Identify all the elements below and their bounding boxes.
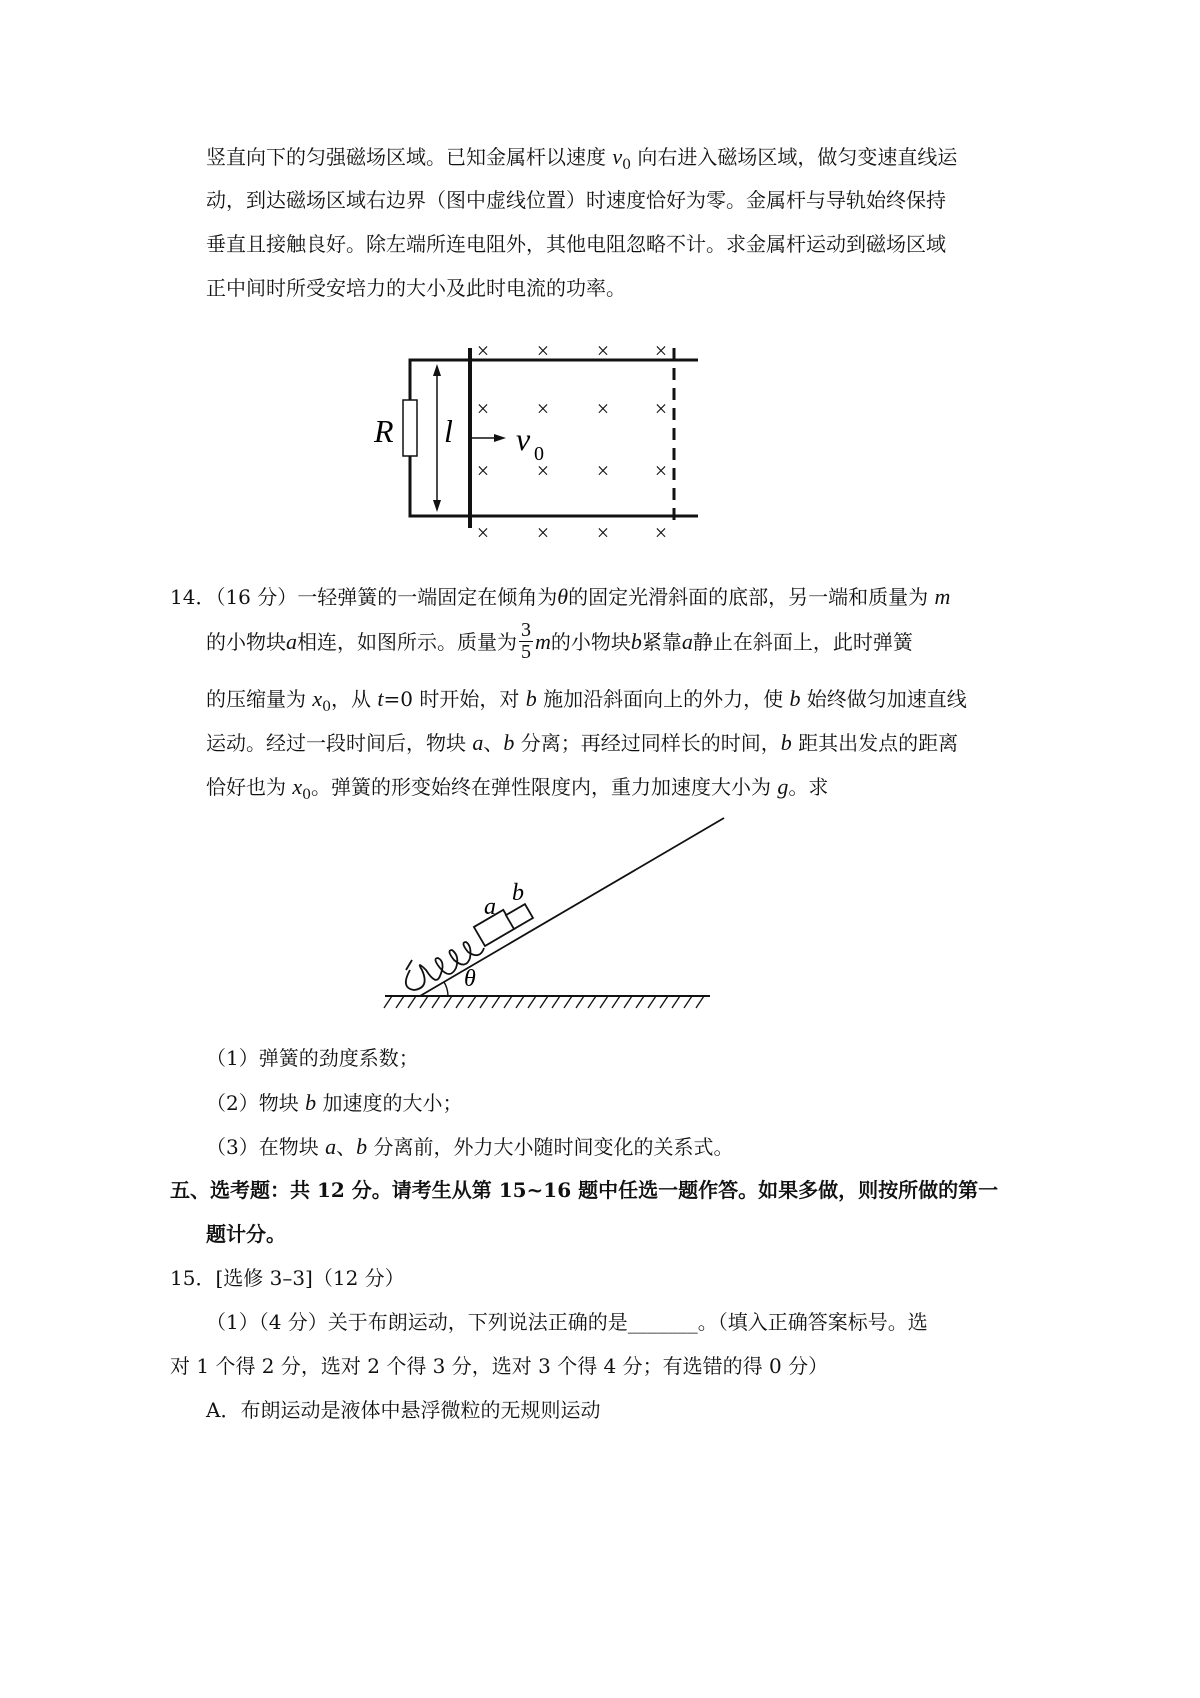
- field-cross: ×: [476, 396, 490, 421]
- var-b: b: [356, 1134, 368, 1159]
- var-a: a: [472, 730, 484, 755]
- var-a: a: [286, 628, 297, 654]
- field-cross: ×: [536, 340, 550, 363]
- label-R: R: [374, 413, 394, 449]
- field-cross: ×: [476, 458, 490, 483]
- var-x: x: [312, 686, 323, 711]
- var-b: b: [780, 730, 792, 755]
- q14-text: 的小物块: [550, 629, 631, 654]
- fraction-3-5: [519, 620, 533, 663]
- q15-title: 15．[选修 3–3]（12 分）: [170, 1266, 405, 1290]
- q14-text: 加速度的大小；: [316, 1091, 463, 1115]
- velocity-arrow: [494, 434, 506, 442]
- section-5-heading: 五、选考题：共 12 分。请考生从第 15~16 题中任选一题作答。如果多做，则按所做的第一: [170, 1178, 999, 1202]
- velocity-subscript: 0: [622, 157, 632, 173]
- q15-part1-line2: 对 1 个得 2 分，选对 2 个得 3 分，选对 3 个得 4 分；有选错的得 0 分）: [170, 1354, 829, 1378]
- q14-text: 运动。经过一段时间后，物块: [206, 731, 473, 755]
- label-b: b: [512, 880, 524, 906]
- field-cross: ×: [596, 520, 610, 545]
- q14-line-2: [206, 620, 913, 663]
- field-cross: ×: [536, 396, 550, 421]
- q14-text: 始终做匀加速直线: [800, 687, 967, 711]
- var-a: a: [325, 1134, 337, 1159]
- theta-symbol: θ: [557, 584, 569, 609]
- field-cross: ×: [596, 458, 610, 483]
- label-a: a: [484, 894, 496, 920]
- q14-text: 紧靠: [641, 629, 682, 654]
- q14-text: （2）物块: [206, 1091, 306, 1115]
- q14-text: 。求: [788, 775, 829, 799]
- q14-line-1: [170, 586, 950, 608]
- q14-text: 、: [483, 731, 504, 755]
- q13-line-1: [206, 146, 957, 172]
- q14-text: 分离；再经过同样长的时间，: [514, 731, 781, 755]
- q14-text: ，从: [331, 687, 378, 711]
- q14-sub-3: [206, 1136, 733, 1158]
- field-cross: ×: [596, 340, 610, 363]
- q14-incline-figure: [380, 810, 730, 1030]
- q13-text: 竖直向下的匀强磁场区域。已知金属杆以速度: [206, 145, 613, 169]
- var-x: x: [292, 774, 303, 799]
- q14-text: 的固定光滑斜面的底部，另一端和质量为: [568, 585, 935, 609]
- magnetic-field-crosses: [477, 340, 667, 545]
- q13-circuit-figure: [360, 340, 740, 560]
- q14-sub-2: [206, 1092, 462, 1114]
- field-cross: ×: [654, 458, 668, 483]
- length-arrow-top: [433, 364, 441, 376]
- x-subscript: 0: [322, 699, 332, 715]
- q14-text: 恰好也为: [206, 775, 293, 799]
- q14-text: =0 时开始，对: [383, 687, 526, 711]
- var-b: b: [503, 730, 515, 755]
- q14-text: 相连，如图所示。质量为: [297, 629, 517, 654]
- var-a: a: [681, 628, 693, 654]
- label-theta: θ: [464, 966, 476, 992]
- var-b: b: [525, 686, 537, 711]
- field-cross: ×: [476, 340, 490, 363]
- mass-symbol: m: [535, 628, 551, 654]
- x-subscript: 0: [302, 787, 312, 803]
- var-t: t: [377, 686, 384, 711]
- var-b: b: [630, 628, 642, 654]
- angle-arc: [444, 982, 448, 996]
- fraction-numerator: 3: [521, 619, 531, 641]
- mass-symbol: m: [934, 584, 951, 609]
- field-cross: ×: [654, 340, 668, 363]
- q14-text: 分离前，外力大小随时间变化的关系式。: [367, 1135, 734, 1159]
- resistor: [403, 400, 417, 456]
- label-v-sub: 0: [534, 443, 544, 465]
- label-v: v: [516, 421, 531, 457]
- field-cross: ×: [654, 396, 668, 421]
- q13-line-4: 正中间时所受安培力的大小及此时电流的功率。: [206, 276, 626, 300]
- q14-text: （3）在物块: [206, 1135, 326, 1159]
- section-5-heading-cont: 题计分。: [206, 1222, 286, 1246]
- q13-line-2: 动，到达磁场区域右边界（图中虚线位置）时速度恰好为零。金属杆与导轨始终保持: [206, 188, 946, 212]
- field-cross: ×: [536, 458, 550, 483]
- velocity-symbol: v: [612, 144, 623, 169]
- q15-part1-line1: （1）（4 分）关于布朗运动，下列说法正确的是_______。（填入正确答案标号。选: [206, 1310, 928, 1334]
- fraction-denominator: 5: [521, 641, 531, 663]
- field-cross: ×: [654, 520, 668, 545]
- q14-text: 的压缩量为: [206, 687, 313, 711]
- var-g: g: [777, 774, 789, 799]
- q14-line-4: [206, 732, 958, 754]
- q14-text: 、: [336, 1135, 357, 1159]
- field-cross: ×: [596, 396, 610, 421]
- q14-text: 施加沿斜面向上的外力，使: [536, 687, 790, 711]
- q14-sub-1: （1）弹簧的劲度系数；: [206, 1046, 419, 1070]
- field-cross: ×: [476, 520, 490, 545]
- q14-text: 距其出发点的距离: [791, 731, 959, 755]
- field-cross: ×: [536, 520, 550, 545]
- length-arrow-bottom: [433, 500, 441, 512]
- var-b: b: [305, 1090, 317, 1115]
- label-l: l: [444, 413, 453, 449]
- q14-line-3: [206, 688, 967, 714]
- q15-option-a: A．布朗运动是液体中悬浮微粒的无规则运动: [206, 1398, 601, 1422]
- ground-hatching: [384, 996, 704, 1008]
- q13-line-3: 垂直且接触良好。除左端所连电阻外，其他电阻忽略不计。求金属杆运动到磁场区域: [206, 232, 946, 256]
- q14-text: 静止在斜面上，此时弹簧: [692, 629, 913, 654]
- q14-text: 。弹簧的形变始终在弹性限度内，重力加速度大小为: [311, 775, 778, 799]
- q13-text: 向右进入磁场区域，做匀变速直线运: [631, 145, 958, 169]
- q14-text: 14．（16 分）一轻弹簧的一端固定在倾角为: [170, 585, 558, 609]
- q14-line-5: [206, 776, 828, 802]
- q14-text: 的小物块: [206, 629, 286, 654]
- var-b: b: [789, 686, 801, 711]
